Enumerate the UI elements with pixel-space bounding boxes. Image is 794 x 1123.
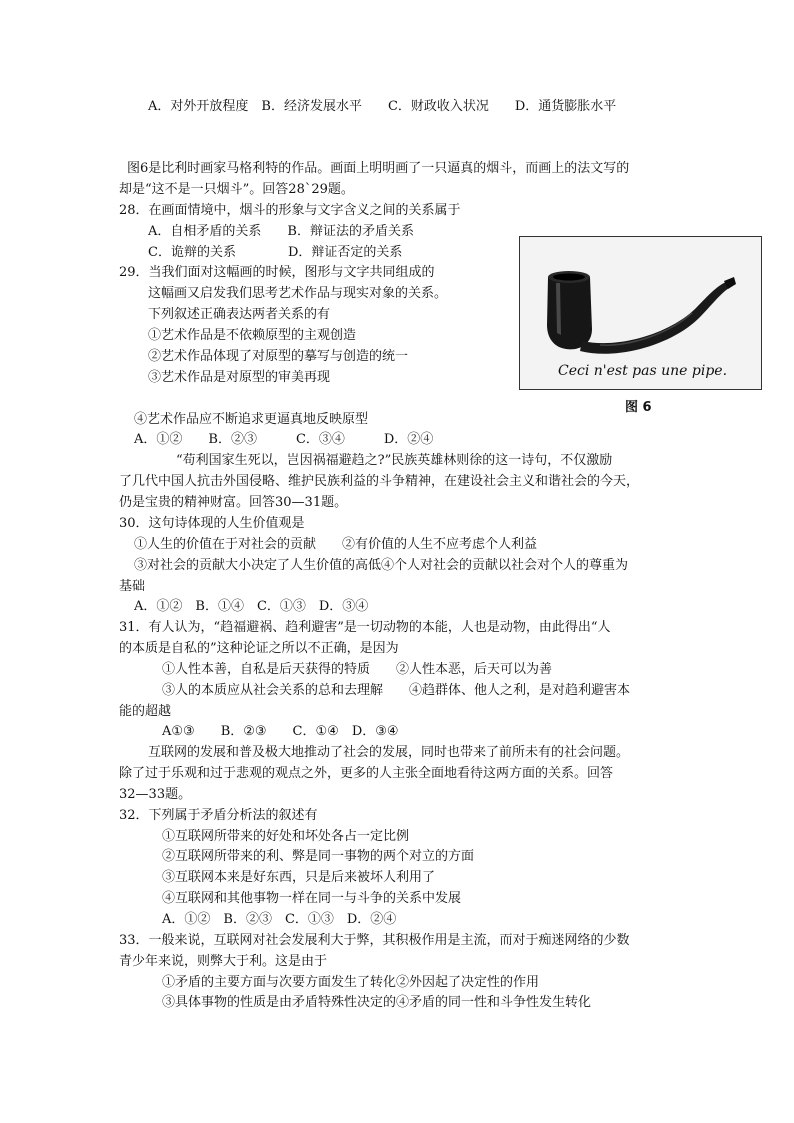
intro-paragraph-line: 却是“这不是一只烟斗”。回答28`29题。 — [119, 182, 354, 197]
question-32: 32．下列属于矛盾分析法的叙述有 — [119, 808, 318, 823]
question-28: 28．在画面情境中，烟斗的形象与文字含义之间的关系属于 — [119, 203, 461, 218]
figure-6 — [519, 236, 762, 390]
question-30: 30．这句诗体现的人生价值观是 — [119, 516, 305, 531]
pipe-painting — [520, 237, 761, 389]
question-29: 29．当我们面对这幅画的时候，图形与文字共同组成的 — [119, 265, 435, 280]
statement-line: 能的超越 — [119, 704, 172, 719]
internet-paragraph-line: 互联网的发展和普及极大地推动了社会的发展，同时也带来了前所未有的社会问题。 — [148, 745, 630, 760]
question-line: 的本质是自私的”这种论证之所以不正确，是因为 — [119, 641, 399, 656]
statement-2: ②互联网所带来的利、弊是同一事物的两个对立的方面 — [162, 849, 475, 864]
statement-4: ④互联网和其他事物一样在同一与斗争的关系中发展 — [162, 891, 462, 906]
poem-paragraph-line: 了几代中国人抗击外国侵略、维护民族利益的斗争精神，在建设社会主义和谐社会的今天， — [119, 474, 640, 489]
statement-line: 基础 — [119, 579, 146, 594]
statement-line: ①矛盾的主要方面与次要方面发生了转化②外因起了决定性的作用 — [162, 975, 540, 990]
options-line: A．①② B．②③ C．①③ D．②④ — [162, 912, 397, 927]
options-line: A．对外开放程度 B．经济发展水平 C．财政收入状况 D．通货膨胀水平 — [148, 99, 617, 114]
painting-inscription: Ceci n'est pas une pipe. — [558, 363, 728, 379]
statement-2: ②艺术作品体现了对原型的摹写与创造的统一 — [148, 349, 409, 364]
options-line: A．①② B．②③ C．③④ D．②④ — [134, 432, 434, 447]
options-line: A①③ B．②③ C．①④ D．③④ — [162, 724, 399, 739]
option-line: C．诡辩的关系 D．辩证否定的关系 — [148, 245, 403, 260]
statement-4: ④艺术作品应不断追求更逼真地反映原型 — [134, 412, 369, 427]
statement-line: ③具体事物的性质是由矛盾特殊性决定的④矛盾的同一性和斗争性发生转化 — [162, 995, 592, 1010]
question-line: 下列叙述正确表达两者关系的有 — [148, 307, 331, 322]
statement-3: ③艺术作品是对原型的审美再现 — [148, 370, 331, 385]
options-line: A．①② B．①④ C．①③ D．③④ — [134, 599, 369, 614]
poem-paragraph-line: 仍是宝贵的精神财富。回答30—31题。 — [119, 495, 348, 510]
statement-line: ①人生的价值在于对社会的贡献 ②有价值的人生不应考虑个人利益 — [134, 537, 538, 552]
statement-1: ①互联网所带来的好处和坏处各占一定比例 — [162, 829, 410, 844]
statement-line: ③人的本质应从社会关系的总和去理解 ④趋群体、他人之利，是对趋利避害本 — [162, 683, 631, 698]
question-line: 青少年来说，则弊大于利。这是由于 — [119, 954, 328, 969]
statement-1: ①艺术作品是不依赖原型的主观创造 — [148, 328, 357, 343]
intro-paragraph-line: 图6是比利时画家马格利特的作品。画面上明明画了一只逼真的烟斗，而画上的法文写的 — [127, 161, 630, 176]
poem-paragraph-line: “苟利国家生死以，岂因祸福避趋之?”民族英雄林则徐的这一诗句，不仅激励 — [176, 453, 613, 468]
question-33: 33．一般来说，互联网对社会发展利大于弊，其积极作用是主流，而对于痴迷网络的少数 — [119, 933, 630, 948]
figure-label: 图 6 — [625, 400, 652, 415]
statement-line: ①人性本善，自私是后天获得的特质 ②人性本恶，后天可以为善 — [162, 662, 553, 677]
statement-3: ③互联网本来是好东西，只是后来被坏人利用了 — [162, 870, 436, 885]
statement-line: ③对社会的贡献大小决定了人生价值的高低④个人对社会的贡献以社会对个人的尊重为 — [134, 558, 629, 573]
question-31: 31．有人认为，“趋福避祸、趋利避害”是一切动物的本能，人也是动物，由此得出“人 — [119, 620, 611, 635]
internet-paragraph-line: 32—33题。 — [119, 787, 192, 802]
question-line: 这幅画又启发我们思考艺术作品与现实对象的关系。 — [148, 286, 448, 301]
internet-paragraph-line: 除了过于乐观和过于悲观的观点之外，更多的人主张全面地看待这两方面的关系。回答 — [119, 766, 614, 781]
option-line: A．自相矛盾的关系 B．辩证法的矛盾关系 — [148, 224, 414, 239]
